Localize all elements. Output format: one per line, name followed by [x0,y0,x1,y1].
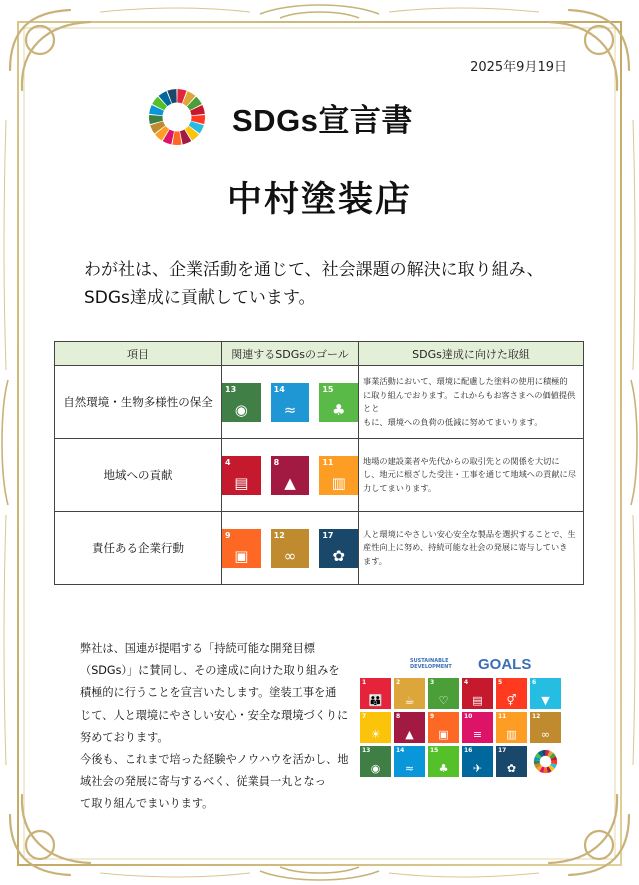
sdg-goal-number: 8 [273,457,280,467]
goal-tile-icon: ▣ [438,728,449,741]
row-goal-icons [222,366,359,439]
sdg-goal-9-icon [222,529,261,568]
row-goal-icons [222,512,359,585]
infinity-icon: ∞ [283,546,297,565]
goal-tile-13 [360,746,391,777]
sdg-goal-13-icon [222,383,261,422]
sdg-goal-number: 9 [225,530,231,540]
sdgs-goals-poster [360,655,566,777]
sdg-goal-number: 12 [273,530,285,540]
sdg-goal-15-icon [319,383,358,422]
table-row [55,512,584,585]
goal-tile-number: 15 [430,747,439,754]
goals-grid [360,678,566,777]
goal-tile-icon: ≈ [404,762,415,775]
goal-tile-3 [428,678,459,709]
tree-icon: ♣ [331,400,346,419]
intro-line: わが社は、企業活動を通じて、社会課題の解決に取り組み、 [84,260,544,280]
intro-text [84,256,544,312]
goal-tile-14 [394,746,425,777]
goal-tile-17 [496,746,527,777]
goal-tile-10 [462,712,493,743]
goal-tile-icon: ✿ [506,762,517,775]
row-topic: 自然環境・生物多様性の保全 [55,366,222,439]
goal-tile-number: 9 [430,713,435,720]
goal-tile-number: 16 [464,747,473,754]
row-description [359,366,584,439]
goal-tile-number: 11 [498,713,507,720]
goal-tile-icon: ♣ [438,762,449,775]
sdgs-wheel-icon [148,88,206,146]
goal-tile-5 [496,678,527,709]
goal-tile-number: 13 [362,747,371,754]
sdg-goal-4-icon [222,456,261,495]
declaration-line: （SDGs）」に賛同し、その達成に向けた取り組みを [80,664,340,678]
description-line: 事業活動において、環境に配慮した塗料の使用に積極的 [363,376,568,386]
declaration-line: 弊社は、国連が提唱する「持続可能な開発目標 [80,642,315,655]
cubes-icon: ▣ [234,546,249,565]
column-header: SDGs達成に向けた取組 [359,342,584,366]
goal-tile-number: 6 [532,679,537,686]
column-header: 項目 [55,342,222,366]
goal-tile-7 [360,712,391,743]
goal-tile-icon: ☕ [404,694,415,707]
sdgs-wheel-icon [530,746,561,777]
goal-tile-number: 4 [464,679,469,686]
buildings-icon: ▥ [331,473,346,492]
goal-tile-number: 17 [498,747,507,754]
sdgs-goals-table [54,341,584,585]
goal-tile-icon: ☀ [370,728,381,741]
description-line: ます。 [363,555,387,566]
goal-tile-9 [428,712,459,743]
goal-tile-icon: ✈ [472,762,483,775]
goal-tile-number: 14 [396,747,405,754]
sdg-goal-8-icon [271,456,310,495]
eye-globe-icon: ◉ [234,400,248,419]
description-line: し、地元に根ざした受注・工事を通じて地域への貢献に尽 [363,469,576,480]
goal-tile-icon: 👪 [368,694,383,707]
declaration-line: じて、人と環境にやさしい安心・安全な環境づくりに [80,708,349,722]
description-line: 産性向上に努め、持続可能な社会の発展に寄与していき [363,542,568,553]
row-goal-icons [222,439,359,512]
goal-tile-4 [462,678,493,709]
sdg-goal-number: 17 [322,530,334,540]
sdg-goal-14-icon [271,383,310,422]
declaration-text [80,638,348,816]
declaration-line: 域社会の発展に寄与するべく、従業員一丸となっ [80,775,326,789]
goal-tile-1 [360,678,391,709]
description-line: 人と環境にやさしい安心安全な製品を選択することで、生 [363,528,576,539]
sdg-goal-17-icon [319,529,358,568]
goal-tile-12 [530,712,561,743]
goal-tile-16 [462,746,493,777]
goal-tile-icon: ≡ [472,728,483,741]
goal-tile-icon: ∞ [540,728,551,741]
goal-tile-icon: ◉ [370,762,381,775]
goal-tile-number: 7 [362,713,367,720]
sdg-goal-number: 4 [225,457,231,467]
declaration-line: 今後も、これまで培った経験やノウハウを活かし、地 [80,753,349,767]
declaration-line: て取り組んでまいります。 [80,797,214,811]
column-header: 関連するSDGsのゴール [222,342,359,366]
flower-icon: ✿ [332,546,345,565]
title-header [148,86,448,148]
goal-tile-icon: ▥ [506,728,517,741]
goal-tile-11 [496,712,527,743]
goal-tile-icon: ▤ [472,694,483,707]
goal-tile-number: 8 [396,713,401,720]
goal-tile-number: 2 [396,679,401,686]
declaration-line: 努めております。 [80,730,169,744]
goal-tile-number: 12 [532,713,541,720]
goals-logo-heading [410,655,566,673]
row-description [359,512,584,585]
page-title: SDGs宣言書 [232,102,413,138]
table-header-row [55,342,584,366]
sdg-goal-number: 14 [273,384,285,394]
goal-tile-number: 5 [498,679,503,686]
row-description [359,439,584,512]
goal-tile-number: 10 [464,713,473,720]
book-icon: ▤ [234,473,249,492]
description-line: 力してまいります。 [363,482,437,493]
intro-line: SDGs達成に貢献しています。 [84,288,316,308]
goals-wheel-tile [530,746,561,777]
description-line: に取り組んでおります。これからもお客さまへの価値提供とと [363,389,576,413]
company-name: 中村塗装店 [226,180,412,220]
issue-date: 2025年9月19日 [470,60,567,75]
goal-tile-8 [394,712,425,743]
goal-tile-2 [394,678,425,709]
sdg-goal-12-icon [271,529,310,568]
goal-tile-number: 1 [362,679,367,686]
goal-tile-6 [530,678,561,709]
wheel-segment [172,131,181,145]
row-topic: 責任ある企業行動 [55,512,222,585]
description-line: もに、環境への負荷の低減に努めてまいります。 [363,416,543,427]
row-topic: 地域への貢献 [55,439,222,512]
goals-logo-title: GOALS [478,655,532,673]
goal-tile-icon: ▲ [405,728,414,741]
chart-icon: ▲ [284,473,296,492]
goal-tile-icon: ⚥ [506,694,517,707]
goal-tile-icon: ♡ [438,694,449,707]
goal-tile-icon: ▼ [541,694,550,707]
table-row [55,366,584,439]
sdg-goal-number: 15 [322,384,334,394]
sdg-goal-number: 13 [225,384,237,394]
description-line: 地場の建設業者や先代からの取引先との関係を大切に [363,455,560,466]
goals-logo-subtitle: SUSTAINABLE DEVELOPMENT [410,658,452,670]
goal-tile-15 [428,746,459,777]
declaration-line: 積極的に行うことを宣言いたします。塗装工事を通 [80,686,337,700]
sdg-goal-number: 11 [322,457,334,467]
sdg-goal-11-icon [319,456,358,495]
fish-icon: ≈ [283,400,297,419]
table-row [55,439,584,512]
goal-tile-number: 3 [430,679,435,686]
